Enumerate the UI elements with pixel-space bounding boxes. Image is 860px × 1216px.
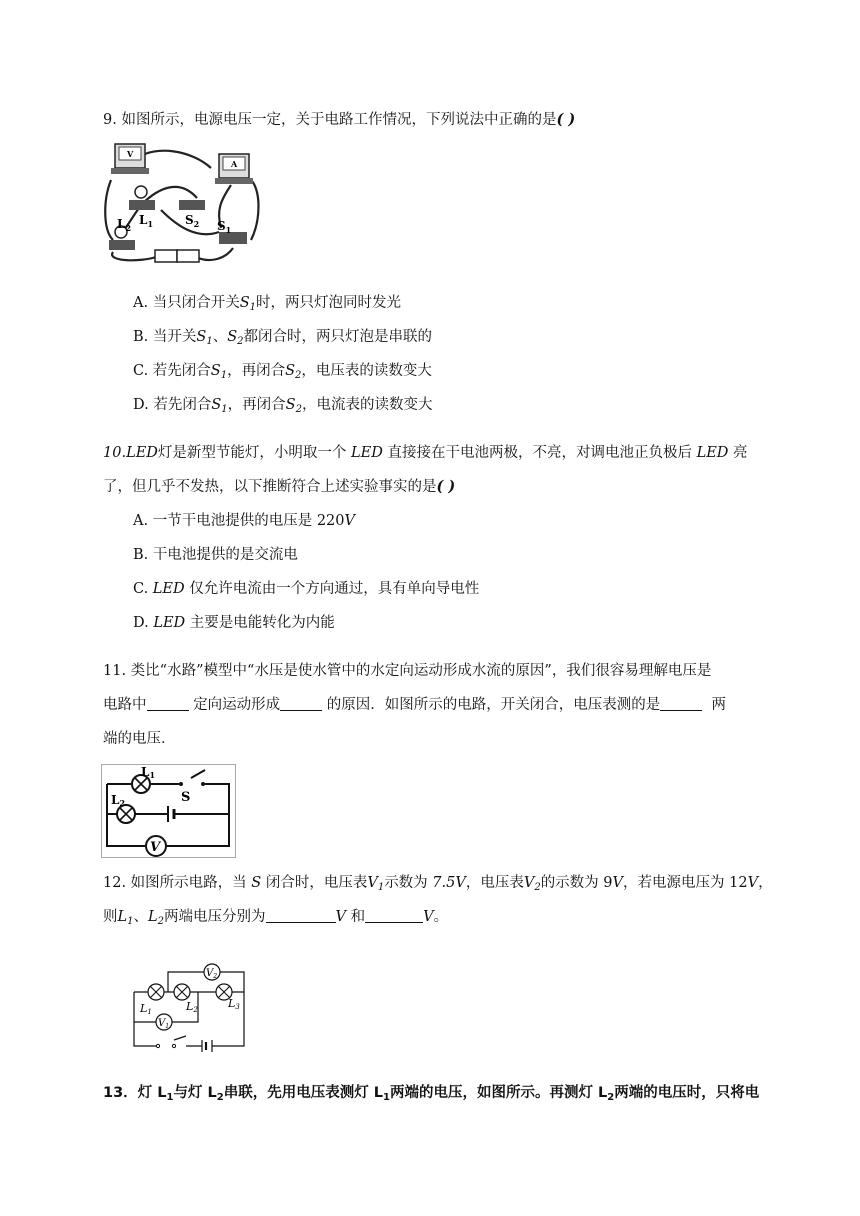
svg-text:S2: $S_2$ — [185, 213, 200, 229]
q11-stem-line3: 端的电压． — [103, 731, 176, 747]
q13-stem-line1: 13．灯 $L_1$与灯 $L_2$串联，先用电压表测灯 $L_1$两端的电压，如图所示。再测灯 $L_2$两端的电压时，只将电 — [103, 1085, 760, 1103]
q12-blank-1[interactable] — [266, 908, 336, 923]
q12-stem-line2: 则$L_1$、$L_2$两端电压分别为 V 和 V。 — [103, 909, 449, 927]
q9-stem: 9. 如图所示，电源电压一定，关于电路工作情况，下列说法中正确的是( ) — [103, 111, 576, 128]
voltmeter-label: V — [127, 149, 134, 159]
q11-stem-line1: 11. 类比“水路”模型中“水压是使水管中的水定向运动形成水流的原因”，我们很容易理解电压是 — [103, 663, 712, 679]
q11-blank-2[interactable] — [280, 696, 322, 711]
q10-option-c: C. LED 仅允许电流由一个方向通过，具有单向导电性 — [133, 581, 480, 597]
q11-blank-3[interactable] — [660, 696, 702, 711]
svg-text:L2: L2 — [111, 793, 126, 808]
q11-blank-1[interactable] — [147, 696, 189, 711]
q9-option-c: C. 若先闭合$S_1$，再闭合$S_2$，电压表的读数变大 — [133, 363, 432, 381]
q10-stem-line2: 了，但几乎不发热，以下推断符合上述实验事实的是( ) — [103, 478, 456, 495]
q9-option-d: D. 若先闭合$S_1$，再闭合$S_2$，电流表的读数变大 — [133, 397, 433, 415]
svg-text:S1: $S_1$ — [217, 219, 232, 235]
ammeter-label: A — [231, 159, 238, 169]
svg-text:L1: L1 — [140, 1002, 152, 1016]
q11-voltmeter-label: V — [150, 840, 161, 855]
q10-option-d: D. LED 主要是电能转化为内能 — [133, 615, 335, 631]
svg-text:L1: $L_1$ — [139, 213, 154, 229]
svg-text:L2: L2 — [186, 1000, 198, 1014]
q12-stem-line1: 12. 如图所示电路，当 S 闭合时，电压表$V_1$示数为 7.5V，电压表$V_2$的示数为 9V，若电源电压为 12V， — [103, 875, 773, 893]
q11-stem-line2: 电路中 定向运动形成 的原因．如图所示的电路，开关闭合，电压表测的是 两 — [103, 697, 726, 713]
svg-text:L2: $L_2$ — [117, 217, 132, 233]
q9-option-a: A. 当只闭合开关$S_1$时，两只灯泡同时发光 — [133, 295, 402, 313]
svg-text:V2: $V_2$ — [206, 968, 218, 980]
svg-text:V1: $V_1$ — [158, 1018, 170, 1030]
q11-circuit-figure — [101, 764, 236, 858]
q10-stem-line1: 10.LED灯是新型节能灯，小明取一个 LED 直接接在干电池两极，不亮，对调电池正负极后 LED 亮 — [103, 445, 748, 461]
q9-option-b: B. 当开关$S_1$、$S_2$都闭合时，两只灯泡是串联的 — [133, 329, 432, 347]
svg-text:L1: L1 — [141, 765, 156, 780]
q11-switch-label: S — [181, 790, 191, 805]
q10-option-b: B. 干电池提供的是交流电 — [133, 547, 298, 563]
q10-option-a: A. 一节干电池提供的电压是 220V — [133, 513, 355, 529]
q12-circuit-figure — [128, 960, 248, 1054]
q9-circuit-figure — [101, 140, 265, 266]
svg-text:L3: L3 — [228, 997, 240, 1011]
q12-blank-2[interactable] — [365, 908, 423, 923]
